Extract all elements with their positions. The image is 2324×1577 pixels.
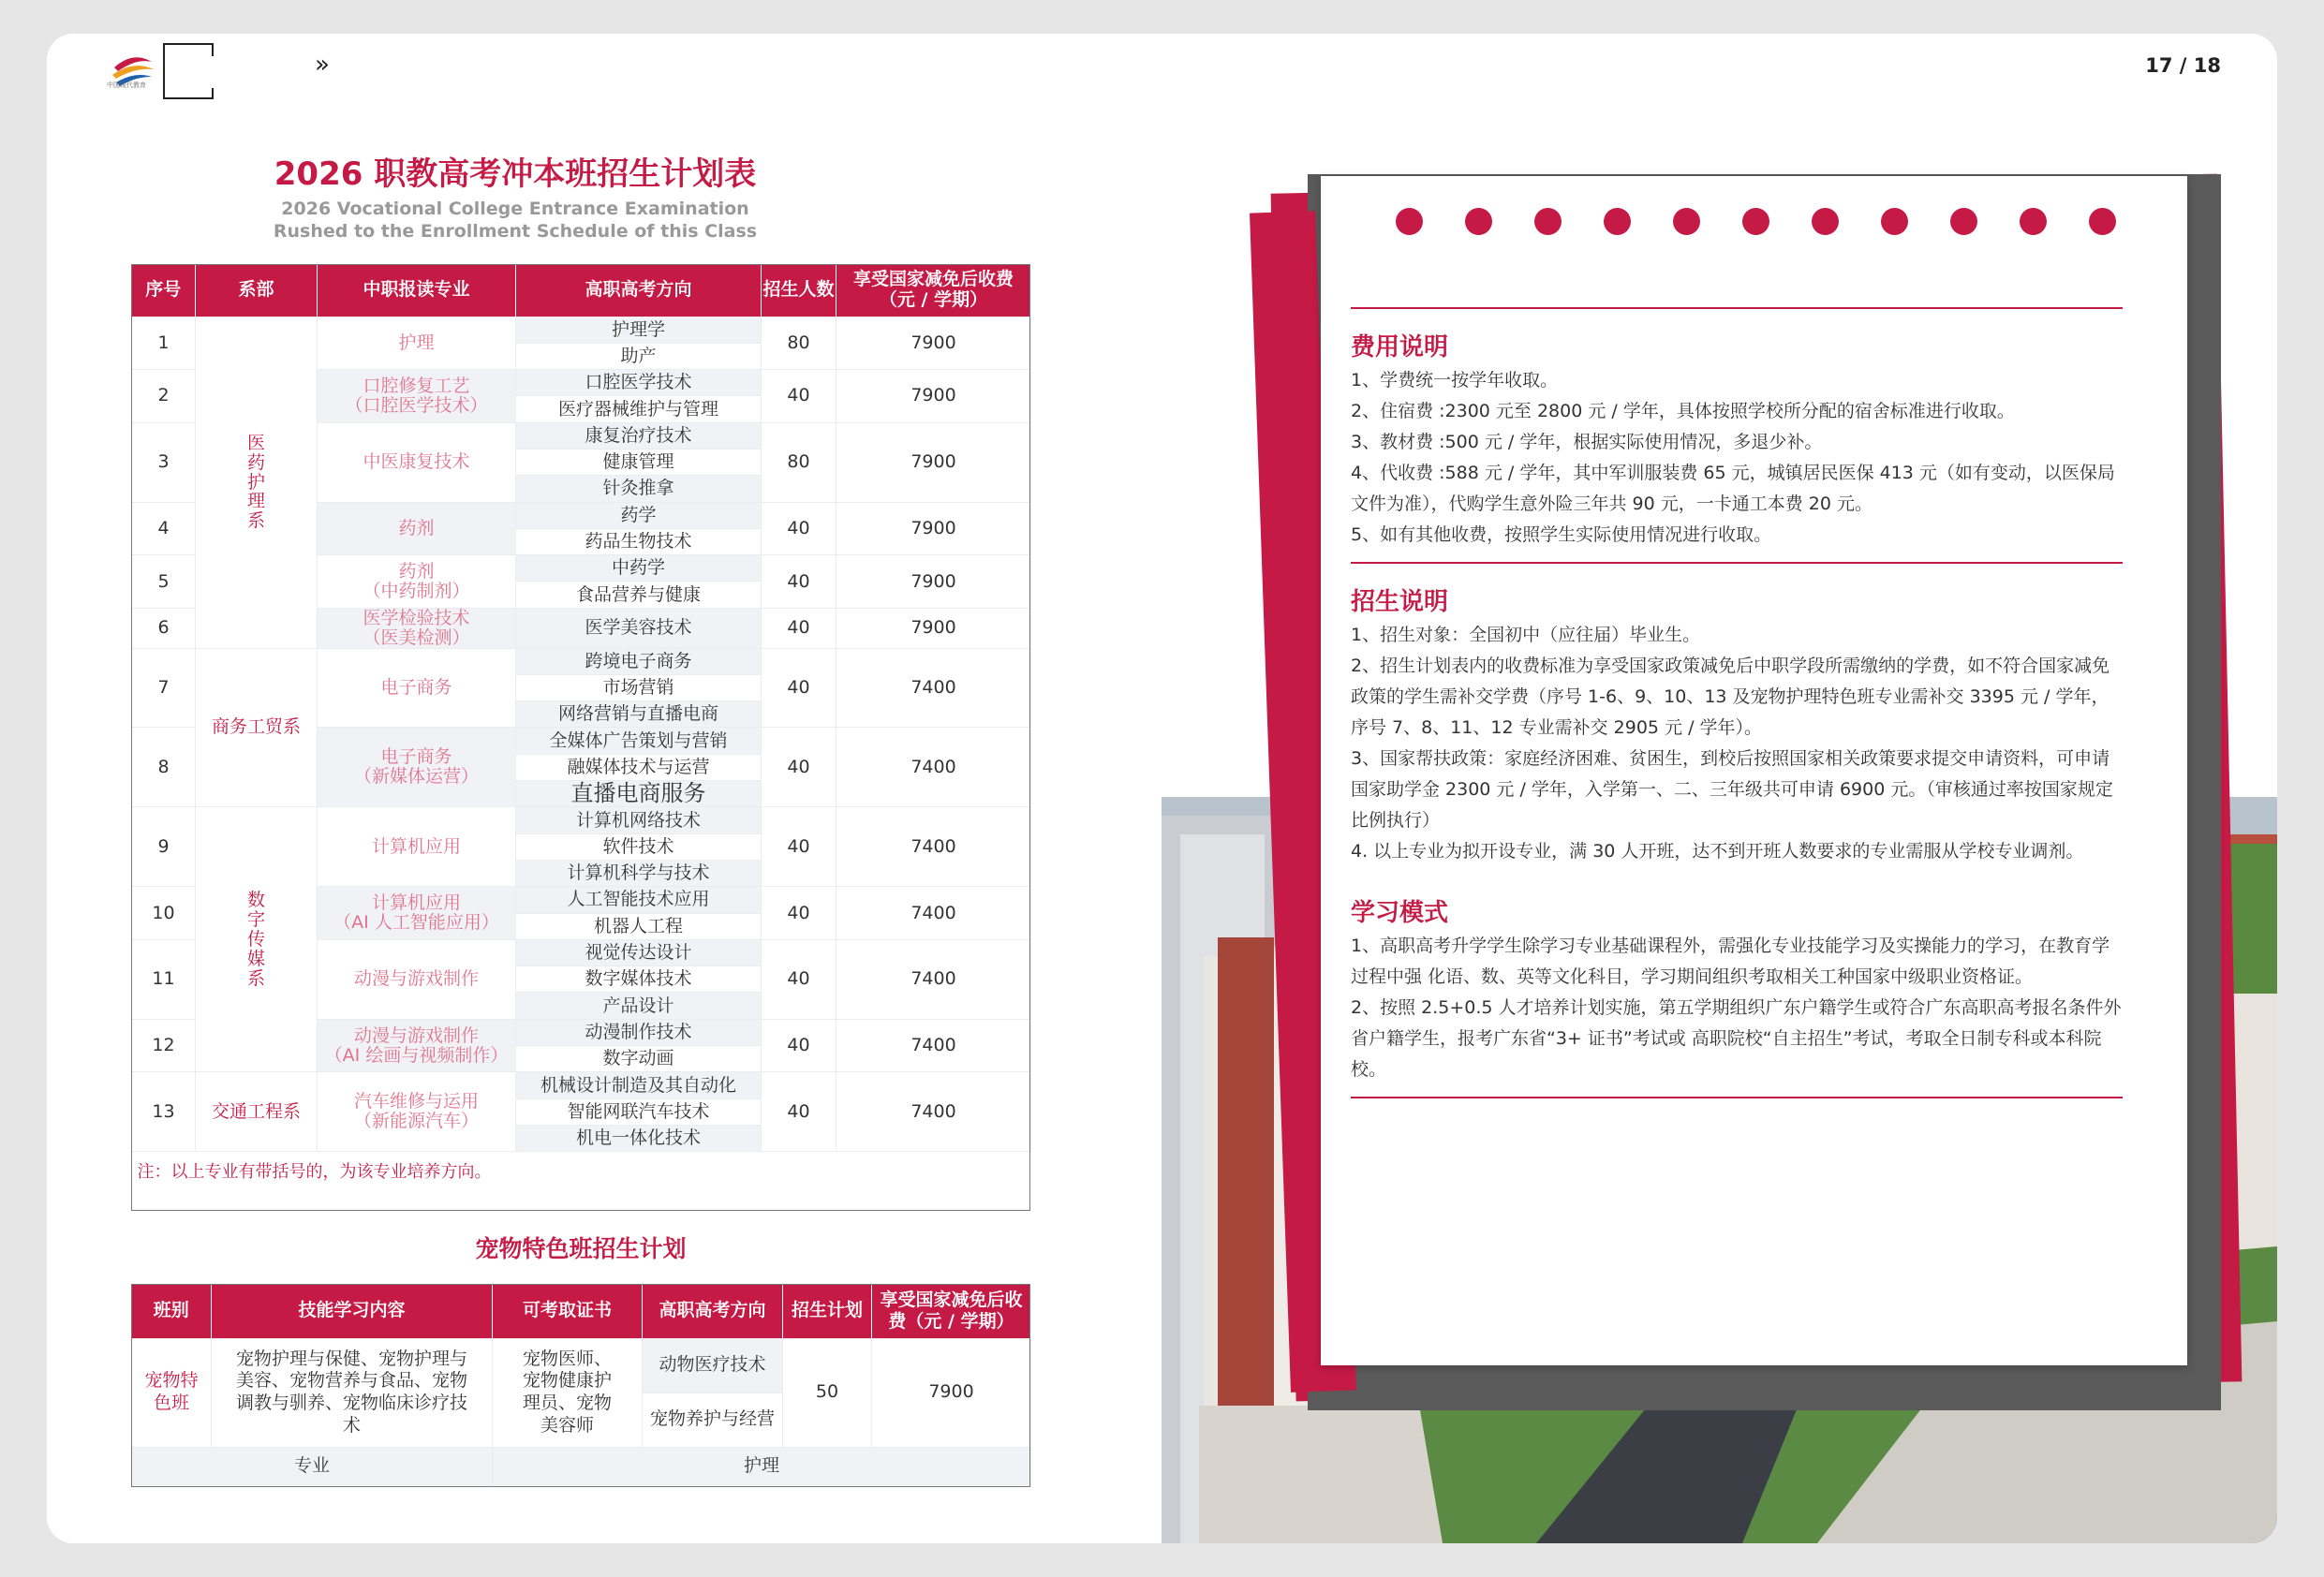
fee-cell: 7400 bbox=[836, 939, 1031, 1019]
count-cell: 80 bbox=[762, 422, 836, 502]
count-cell: 80 bbox=[762, 317, 836, 370]
direction-cell: 跨境电子商务 bbox=[516, 648, 762, 674]
major-note: （AI 绘画与视频制作） bbox=[324, 1044, 509, 1066]
col-header-fee: 享受国家减免后收费（元 / 学期） bbox=[836, 264, 1031, 317]
direction-cell: 计算机科学与技术 bbox=[516, 860, 762, 886]
binder-hole bbox=[1950, 208, 1977, 235]
direction-cell: 食品营养与健康 bbox=[516, 582, 762, 608]
row-no: 8 bbox=[132, 728, 196, 807]
direction-cell: 市场营销 bbox=[516, 674, 762, 700]
col-header-direction: 高职高考方向 bbox=[643, 1284, 783, 1338]
dept-cell: 数字传媒系 bbox=[196, 807, 318, 1072]
major-note: （新媒体运营） bbox=[353, 766, 479, 788]
dept-cell: 商务工贸系 bbox=[196, 648, 318, 807]
row-no: 10 bbox=[132, 887, 196, 940]
binder-hole bbox=[1812, 208, 1839, 235]
direction-cell: 机械设计制造及其自动化 bbox=[516, 1072, 762, 1098]
count-cell: 40 bbox=[762, 370, 836, 423]
row-no: 9 bbox=[132, 807, 196, 887]
major-name: 计算机应用 bbox=[371, 892, 461, 914]
direction-cell: 全媒体广告策划与营销 bbox=[516, 728, 762, 754]
direction-cell: 融媒体技术与运营 bbox=[516, 754, 762, 780]
direction-cell: 护理学 bbox=[516, 317, 762, 343]
major-note: （AI 人工智能应用） bbox=[333, 912, 499, 934]
fees-item: 5、如有其他收费，按照学生实际使用情况进行收取。 bbox=[1351, 524, 1772, 545]
col-header-no: 序号 bbox=[132, 264, 196, 317]
count-cell: 40 bbox=[762, 502, 836, 555]
fees-section bbox=[1351, 307, 2123, 551]
count-cell: 40 bbox=[762, 648, 836, 728]
fee-cell: 7400 bbox=[836, 887, 1031, 940]
count-cell: 40 bbox=[762, 939, 836, 1019]
major-name: 护理 bbox=[398, 332, 435, 353]
divider bbox=[1351, 562, 2123, 564]
fee-cell: 7400 bbox=[836, 1072, 1031, 1152]
table-row bbox=[132, 317, 1031, 343]
count-cell: 40 bbox=[762, 555, 836, 609]
page-subtitle-line-1: 2026 Vocational College Entrance Examination bbox=[281, 199, 749, 219]
major-cell bbox=[318, 502, 516, 555]
binder-hole bbox=[1534, 208, 1562, 235]
binder-holes bbox=[1396, 208, 2116, 235]
row-no: 13 bbox=[132, 1072, 196, 1152]
binder-hole bbox=[1604, 208, 1631, 235]
fees-title: 费用说明 bbox=[1351, 333, 1449, 361]
direction-cell: 口腔医学技术 bbox=[516, 370, 762, 396]
major-name: 电子商务 bbox=[380, 677, 452, 699]
major-name: 汽车维修与运用 bbox=[353, 1091, 479, 1113]
fee-cell: 7900 bbox=[836, 370, 1031, 423]
fee-cell: 7400 bbox=[836, 648, 1031, 728]
binder-hole bbox=[1881, 208, 1908, 235]
row-no: 6 bbox=[132, 608, 196, 648]
table-header-row bbox=[132, 264, 1031, 317]
row-no: 12 bbox=[132, 1019, 196, 1072]
major-name: 动漫与游戏制作 bbox=[353, 1024, 479, 1046]
fee-cell: 7900 bbox=[836, 502, 1031, 555]
plan-cell: 50 bbox=[783, 1338, 872, 1447]
admission-item: 3、国家帮扶政策：家庭经济困难、贫困生，到校后按照国家相关政策要求提交申请资料，可申请国家助学金 2300 元 / 学年，入学第一、二、三年级共可申请 6900 元。（审核通过率按国家规定比例执行） bbox=[1351, 748, 2113, 831]
pet-class-table bbox=[131, 1284, 1031, 1487]
col-header-dept: 系部 bbox=[196, 264, 318, 317]
major-name: 电子商务 bbox=[380, 746, 452, 768]
major-cell bbox=[318, 887, 516, 940]
direction-cell: 动漫制作技术 bbox=[516, 1019, 762, 1045]
major-name: 计算机应用 bbox=[371, 835, 461, 857]
fees-item: 2、住宿费 :2300 元至 2800 元 / 学年，具体按照学校所分配的宿舍标准进行收取。 bbox=[1351, 401, 2015, 421]
direction-cell: 产品设计 bbox=[516, 993, 762, 1019]
major-cell bbox=[318, 555, 516, 609]
row-no: 3 bbox=[132, 422, 196, 502]
study-item: 1、高职高考升学学生除学习专业基础课程外，需强化专业技能学习及实操能力的学习，在教育学过程中强 化语、数、英等文化科目，学习期间组织考取相关工种国家中级职业资格证。 bbox=[1351, 936, 2110, 987]
table-row bbox=[132, 1072, 1031, 1098]
count-cell: 40 bbox=[762, 1072, 836, 1152]
fee-cell: 7900 bbox=[836, 555, 1031, 609]
binder-hole bbox=[1465, 208, 1492, 235]
row-no: 2 bbox=[132, 370, 196, 423]
count-cell: 40 bbox=[762, 728, 836, 807]
count-cell: 40 bbox=[762, 608, 836, 648]
major-cell bbox=[318, 608, 516, 648]
fee-cell: 7900 bbox=[836, 317, 1031, 370]
binder-hole bbox=[1742, 208, 1769, 235]
direction-cell: 数字媒体技术 bbox=[516, 966, 762, 993]
direction-cell: 动物医疗技术 bbox=[643, 1338, 783, 1393]
pet-class-title: 宠物特色班招生计划 bbox=[475, 1235, 687, 1262]
major-cell bbox=[318, 939, 516, 1019]
skills-cell: 宠物护理与保健、宠物护理与美容、宠物营养与食品、宠物调教与驯养、宠物临床诊疗技术 bbox=[212, 1338, 493, 1447]
binder-hole bbox=[2089, 208, 2116, 235]
table-note-row bbox=[132, 1152, 1031, 1193]
page-title: 2026 职教高考冲本班招生计划表 bbox=[274, 155, 757, 193]
row-no: 4 bbox=[132, 502, 196, 555]
direction-cell: 中药学 bbox=[516, 555, 762, 582]
table-row bbox=[132, 1447, 1031, 1486]
major-cell bbox=[318, 807, 516, 887]
direction-cell: 数字动画 bbox=[516, 1046, 762, 1072]
table-note: 注：以上专业有带括号的，为该专业培养方向。 bbox=[137, 1162, 492, 1183]
major-note: （中药制剂） bbox=[363, 580, 470, 601]
col-header-count: 招生人数 bbox=[762, 264, 836, 317]
direction-cell: 药学 bbox=[516, 502, 762, 528]
col-header-certs: 可考取证书 bbox=[493, 1284, 643, 1338]
major-name: 动漫与游戏制作 bbox=[353, 968, 479, 990]
fees-item: 3、教材费 :500 元 / 学年，根据实际使用情况，多退少补。 bbox=[1351, 432, 1823, 452]
direction-cell: 宠物养护与经营 bbox=[643, 1393, 783, 1447]
direction-cell: 医学美容技术 bbox=[516, 608, 762, 648]
col-header-plan: 招生计划 bbox=[783, 1284, 872, 1338]
major-note: （医美检测） bbox=[363, 626, 470, 648]
divider bbox=[1351, 307, 2123, 309]
col-header-fee: 享受国家减免后收费（元 / 学期） bbox=[872, 1284, 1031, 1338]
row-no: 11 bbox=[132, 939, 196, 1019]
col-header-skills: 技能学习内容 bbox=[212, 1284, 493, 1338]
major-cell bbox=[318, 422, 516, 502]
binder-hole bbox=[2020, 208, 2047, 235]
certs-cell: 宠物医师、宠物健康护理员、宠物美容师 bbox=[493, 1338, 643, 1447]
study-item: 2、按照 2.5+0.5 人才培养计划实施，第五学期组织广东户籍学生或符合广东高职高考报名条件外省户籍学生，报考广东省“3+ 证书”考试或 高职院校“自主招生”考试，考取全日制专科或本科院校。 bbox=[1351, 997, 2122, 1080]
direction-cell: 机电一体化技术 bbox=[516, 1125, 762, 1151]
row-no: 1 bbox=[132, 317, 196, 370]
binder-hole bbox=[1396, 208, 1423, 235]
row-no: 7 bbox=[132, 648, 196, 728]
direction-cell: 软件技术 bbox=[516, 833, 762, 860]
direction-cell: 直播电商服务 bbox=[516, 781, 762, 807]
logo-frame bbox=[163, 43, 214, 99]
direction-cell: 网络营销与直播电商 bbox=[516, 701, 762, 728]
direction-cell: 计算机网络技术 bbox=[516, 807, 762, 833]
major-cell bbox=[318, 728, 516, 807]
fee-cell: 7400 bbox=[836, 728, 1031, 807]
direction-cell: 机器人工程 bbox=[516, 913, 762, 939]
binder-hole bbox=[1673, 208, 1700, 235]
direction-cell: 人工智能技术应用 bbox=[516, 887, 762, 913]
admission-title: 招生说明 bbox=[1351, 588, 1449, 616]
fee-cell: 7900 bbox=[836, 422, 1031, 502]
major-name: 药剂 bbox=[398, 517, 435, 538]
direction-cell: 智能网联汽车技术 bbox=[516, 1098, 762, 1125]
admission-item: 1、招生对象：全国初中（应往届）毕业生。 bbox=[1351, 625, 1701, 645]
direction-cell: 药品生物技术 bbox=[516, 528, 762, 554]
col-header-class: 班别 bbox=[132, 1284, 212, 1338]
table-header-row bbox=[132, 1284, 1031, 1338]
double-chevron-right-icon[interactable]: » bbox=[315, 51, 330, 79]
major-cell bbox=[318, 648, 516, 728]
direction-cell: 医疗器械维护与管理 bbox=[516, 396, 762, 422]
study-title: 学习模式 bbox=[1351, 899, 1449, 927]
fee-cell: 7400 bbox=[836, 1019, 1031, 1072]
table-row bbox=[132, 1338, 1031, 1393]
divider bbox=[1351, 1097, 2123, 1098]
direction-cell: 康复治疗技术 bbox=[516, 422, 762, 449]
major-name: 药剂 bbox=[398, 561, 435, 582]
row-no: 5 bbox=[132, 555, 196, 609]
direction-cell: 针灸推拿 bbox=[516, 476, 762, 502]
major-note: （口腔医学技术） bbox=[345, 394, 488, 416]
brochure-page bbox=[47, 34, 2277, 1543]
page-subtitle-line-2: Rushed to the Enrollment Schedule of this Class bbox=[273, 221, 758, 242]
admission-item: 2、招生计划表内的收费标准为享受国家政策减免后中职学段所需缴纳的学费，如不符合国家减免政策的学生需补交学费（序号 1-6、9、10、13 及宠物护理特色班专业需补交 3395 元 / 学年，序号 7、8、11、12 专业需补交 2905 元 / 学年）。 bbox=[1351, 656, 2110, 738]
major-label: 专业 bbox=[132, 1447, 493, 1486]
fee-cell: 7900 bbox=[872, 1338, 1031, 1447]
major-cell bbox=[318, 1072, 516, 1152]
fee-cell: 7900 bbox=[836, 608, 1031, 648]
dept-cell: 医药护理系 bbox=[196, 317, 318, 648]
major-name: 口腔修复工艺 bbox=[363, 376, 470, 396]
major-value: 护理 bbox=[493, 1447, 1031, 1486]
table-row bbox=[132, 648, 1031, 674]
direction-cell: 助产 bbox=[516, 343, 762, 369]
class-name: 宠物特色班 bbox=[132, 1338, 212, 1447]
major-name: 中医康复技术 bbox=[363, 451, 470, 473]
admission-item: 4. 以上专业为拟开设专业，满 30 人开班，达不到开班人数要求的专业需服从学校专业调剂。 bbox=[1351, 841, 2084, 862]
logo-caption: 中国现代教育 bbox=[107, 81, 146, 89]
major-note: （新能源汽车） bbox=[353, 1111, 479, 1132]
table-row bbox=[132, 807, 1031, 833]
enrollment-plan-table bbox=[131, 264, 1031, 1193]
dept-cell: 交通工程系 bbox=[196, 1072, 318, 1152]
major-cell bbox=[318, 1019, 516, 1072]
fee-cell: 7400 bbox=[836, 807, 1031, 887]
fees-item: 1、学费统一按学年收取。 bbox=[1351, 370, 1559, 391]
count-cell: 40 bbox=[762, 1019, 836, 1072]
major-cell bbox=[318, 370, 516, 423]
count-cell: 40 bbox=[762, 807, 836, 887]
major-cell bbox=[318, 317, 516, 370]
col-header-major: 中职报读专业 bbox=[318, 264, 516, 317]
direction-cell: 健康管理 bbox=[516, 449, 762, 475]
direction-cell: 视觉传达设计 bbox=[516, 939, 762, 965]
admission-section bbox=[1351, 562, 2123, 867]
count-cell: 40 bbox=[762, 887, 836, 940]
page-number: 17 / 18 bbox=[2145, 54, 2221, 77]
fees-item: 4、代收费 :588 元 / 学年，其中军训服装费 65 元，城镇居民医保 413 元（如有变动，以医保局文件为准），代购学生意外险三年共 90 元，一卡通工本费 20 元。 bbox=[1351, 463, 2115, 514]
col-header-direction: 高职高考方向 bbox=[516, 264, 762, 317]
study-section bbox=[1351, 893, 2123, 1098]
major-name: 医学检验技术 bbox=[363, 607, 470, 628]
